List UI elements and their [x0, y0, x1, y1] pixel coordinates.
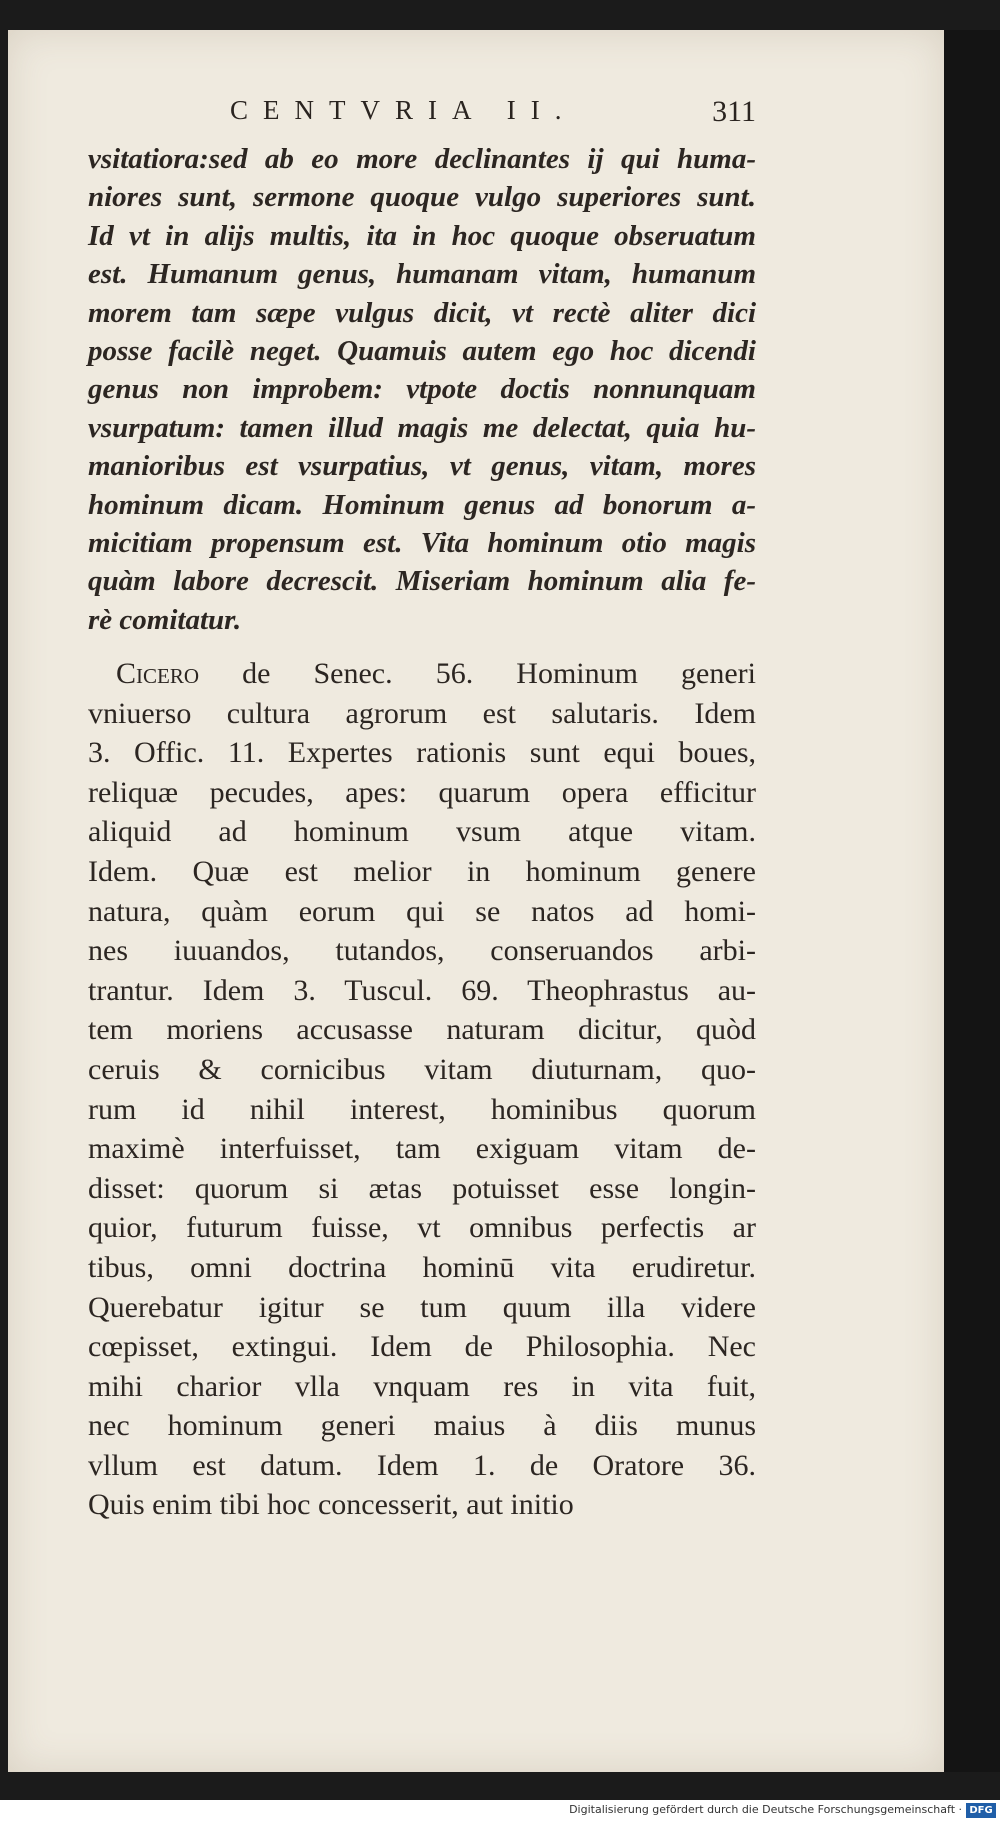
first-line-text: de Senec. 56. Hominum generi	[199, 657, 756, 690]
text-line: manioribus est vsurpatius, vt genus, vitam, mores	[88, 450, 756, 483]
text-line: hominum dicam. Hominum genus ad bonorum a-	[88, 488, 756, 521]
text-line: nes iuuandos, tutandos, conseruandos arbi-	[88, 934, 756, 968]
text-line: vllum est datum. Idem 1. de Oratore 36.	[88, 1448, 756, 1482]
text-line: tibus, omni doctrina hominū vita erudiretur.	[88, 1250, 756, 1284]
page-header	[88, 95, 756, 135]
text-line: 3. Offic. 11. Expertes rationis sunt equi boues,	[88, 736, 756, 770]
text-line: vniuerso cultura agrorum est salutaris. Idem	[88, 696, 756, 730]
roman-paragraph	[88, 654, 756, 1525]
running-title: CENTVRIA II.	[230, 95, 577, 125]
text-line: aliquid ad hominum vsum atque vitam.	[88, 815, 756, 849]
text-line: disset: quorum si ætas potuisset esse longin-	[88, 1171, 756, 1205]
text-line: posse facilè neget. Quamuis autem ego hoc dicendi	[88, 335, 756, 368]
text-line: reliquæ pecudes, apes: quarum opera efficitur	[88, 775, 756, 809]
text-line: niores sunt, sermone quoque vulgo superiores sunt.	[88, 181, 756, 214]
text-line: vsitatiora:sed ab eo more declinantes ij qui huma-	[88, 143, 756, 175]
text-line: genus non improbem: vtpote doctis nonnunquam	[88, 373, 756, 406]
funding-credit: Digitalisierung gefördert durch die Deutsche Forschungsgemeinschaft ·	[569, 1803, 962, 1816]
text-line-first	[88, 654, 756, 694]
text-line: est. Humanum genus, humanam vitam, humanum	[88, 258, 756, 291]
text-line: morem tam sæpe vulgus dicit, vt rectè aliter dici	[88, 296, 756, 329]
text-line: Quis enim tibi hoc concesserit, aut initio	[88, 1488, 574, 1522]
text-line: natura, quàm eorum qui se natos ad homi-	[88, 894, 756, 928]
text-line: rè comitatur.	[88, 603, 242, 636]
page-number: 311	[712, 95, 756, 128]
text-line: Id vt in alijs multis, ita in hoc quoque obseruatum	[88, 219, 756, 252]
text-line: trantur. Idem 3. Tuscul. 69. Theophrastus au-	[88, 973, 756, 1007]
text-line: quàm labore decrescit. Miseriam hominum alia fe-	[88, 565, 756, 598]
text-line: vsurpatum: tamen illud magis me delectat, quia hu-	[88, 411, 756, 444]
text-line: maximè interfuisset, tam exiguam vitam de-	[88, 1132, 756, 1166]
text-line: Querebatur igitur se tum quum illa videre	[88, 1290, 756, 1324]
text-line: micitiam propensum est. Vita hominum otio magis	[88, 527, 756, 560]
text-line: ceruis & cornicibus vitam diuturnam, quo-	[88, 1052, 756, 1086]
text-line: rum id nihil interest, hominibus quorum	[88, 1092, 756, 1126]
text-line: Idem. Quæ est melior in hominum genere	[88, 854, 756, 888]
dfg-logo: DFG	[966, 1803, 996, 1818]
text-line: nec hominum generi maius à diis munus	[88, 1409, 756, 1443]
text-line: quior, futurum fuisse, vt omnibus perfectis ar	[88, 1211, 756, 1245]
italic-paragraph	[88, 140, 756, 639]
text-line: tem moriens accusasse naturam dicitur, quòd	[88, 1013, 756, 1047]
author-name-smallcaps: Cicero	[116, 657, 200, 690]
text-line: cœpisset, extingui. Idem de Philosophia. Nec	[88, 1330, 756, 1364]
footer-bar	[0, 1800, 1000, 1822]
scan-dark-edge	[944, 30, 1000, 1772]
text-line: mihi charior vlla vnquam res in vita fuit,	[88, 1369, 756, 1403]
